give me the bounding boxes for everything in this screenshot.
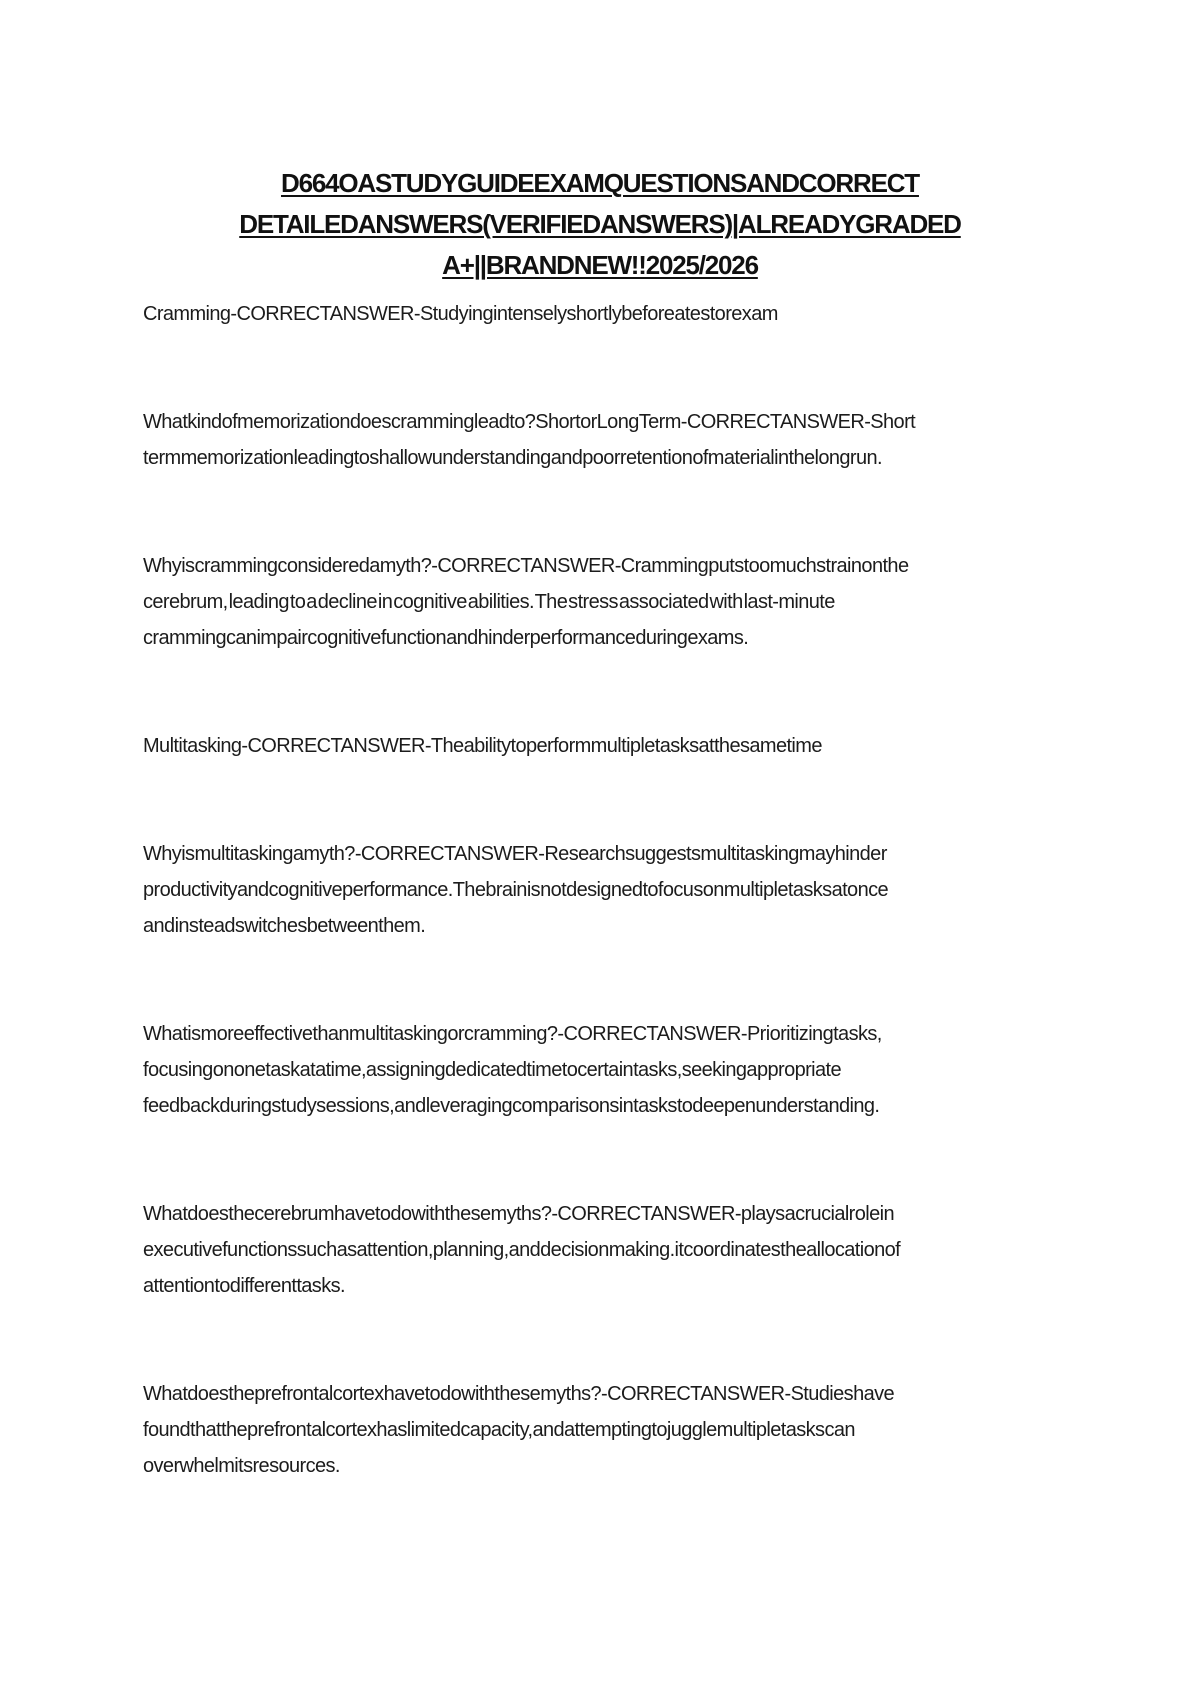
entry-line: andinsteadswitchesbetweenthem. — [143, 915, 426, 937]
qa-entry-cerebrum — [143, 1196, 1063, 1304]
entry-line: foundthattheprefrontalcortexhaslimitedcapacity,andattemptingtojugglemultipletaskscan — [143, 1419, 855, 1441]
qa-entry-cramming-memorization — [143, 404, 1063, 476]
entry-line: Multitasking-CORRECTANSWER-Theabilitytoperformmultipletasksatthesametime — [143, 735, 822, 757]
entry-line: Whatismoreeffectivethanmultitaskingorcramming?-CORRECTANSWER-Prioritizingtasks, — [143, 1023, 882, 1045]
entry-line: Whatdoestheprefrontalcortexhavetodowiththesemyths?-CORRECTANSWER-Studieshave — [143, 1383, 895, 1405]
entry-line: cerebrum, leading to a decline in cognitive abilities. The stress associated with last-minute — [143, 591, 835, 613]
entry-line: overwhelmitsresources. — [143, 1455, 340, 1477]
entry-line: feedbackduringstudysessions,andleveragingcomparisonsintaskstodeepenunderstanding. — [143, 1095, 880, 1117]
entry-line: productivityandcognitiveperformance.Thebrainisnotdesignedtofocusonmultipletasksatonce — [143, 879, 889, 901]
entry-line: termmemorizationleadingtoshallowunderstandingandpoorretentionofmaterialinthelongrun. — [143, 447, 882, 469]
title-line: D664OASTUDYGUIDEEXAMQUESTIONSANDCORRECT — [281, 168, 919, 198]
qa-entry-prefrontal-cortex — [143, 1376, 1063, 1484]
entry-line: focusingononetaskatatime,assigningdedicatedtimetocertaintasks,seekingappropriate — [143, 1059, 842, 1081]
title-line: A+||BRANDNEW!!2025/2026 — [442, 250, 758, 280]
entry-line: Whatkindofmemorizationdoescrammingleadto?ShortorLongTerm-CORRECTANSWER-Short — [143, 411, 916, 433]
entry-line: crammingcanimpaircognitivefunctionandhinderperformanceduringexams. — [143, 627, 749, 649]
entry-line: Whyismultitaskingamyth?-CORRECTANSWER-Researchsuggestsmultitaskingmayhinder — [143, 843, 887, 865]
document-title — [150, 163, 1050, 286]
entry-line: Whyiscrammingconsideredamyth?-CORRECTANSWER-Crammingputstoomuchstrainonthe — [143, 555, 909, 577]
entry-line: attentiontodifferenttasks. — [143, 1275, 345, 1297]
qa-entry-more-effective — [143, 1016, 1063, 1124]
entry-line: executivefunctionssuchasattention,planning,anddecisionmaking.itcoordinatestheallocationof — [143, 1239, 901, 1261]
qa-entry-multitasking — [143, 728, 1063, 764]
entry-line: Cramming-CORRECTANSWER-Studyingintenselyshortlybeforeatestorexam — [143, 303, 778, 325]
qa-entry-cramming — [143, 296, 1063, 332]
qa-entry-cramming-myth — [143, 548, 1063, 656]
qa-entry-multitasking-myth — [143, 836, 1063, 944]
title-line: DETAILEDANSWERS(VERIFIEDANSWERS)|ALREADYGRADED — [239, 209, 961, 239]
entry-line: Whatdoesthecerebrumhavetodowiththesemyths?-CORRECTANSWER-playsacrucialrolein — [143, 1203, 895, 1225]
